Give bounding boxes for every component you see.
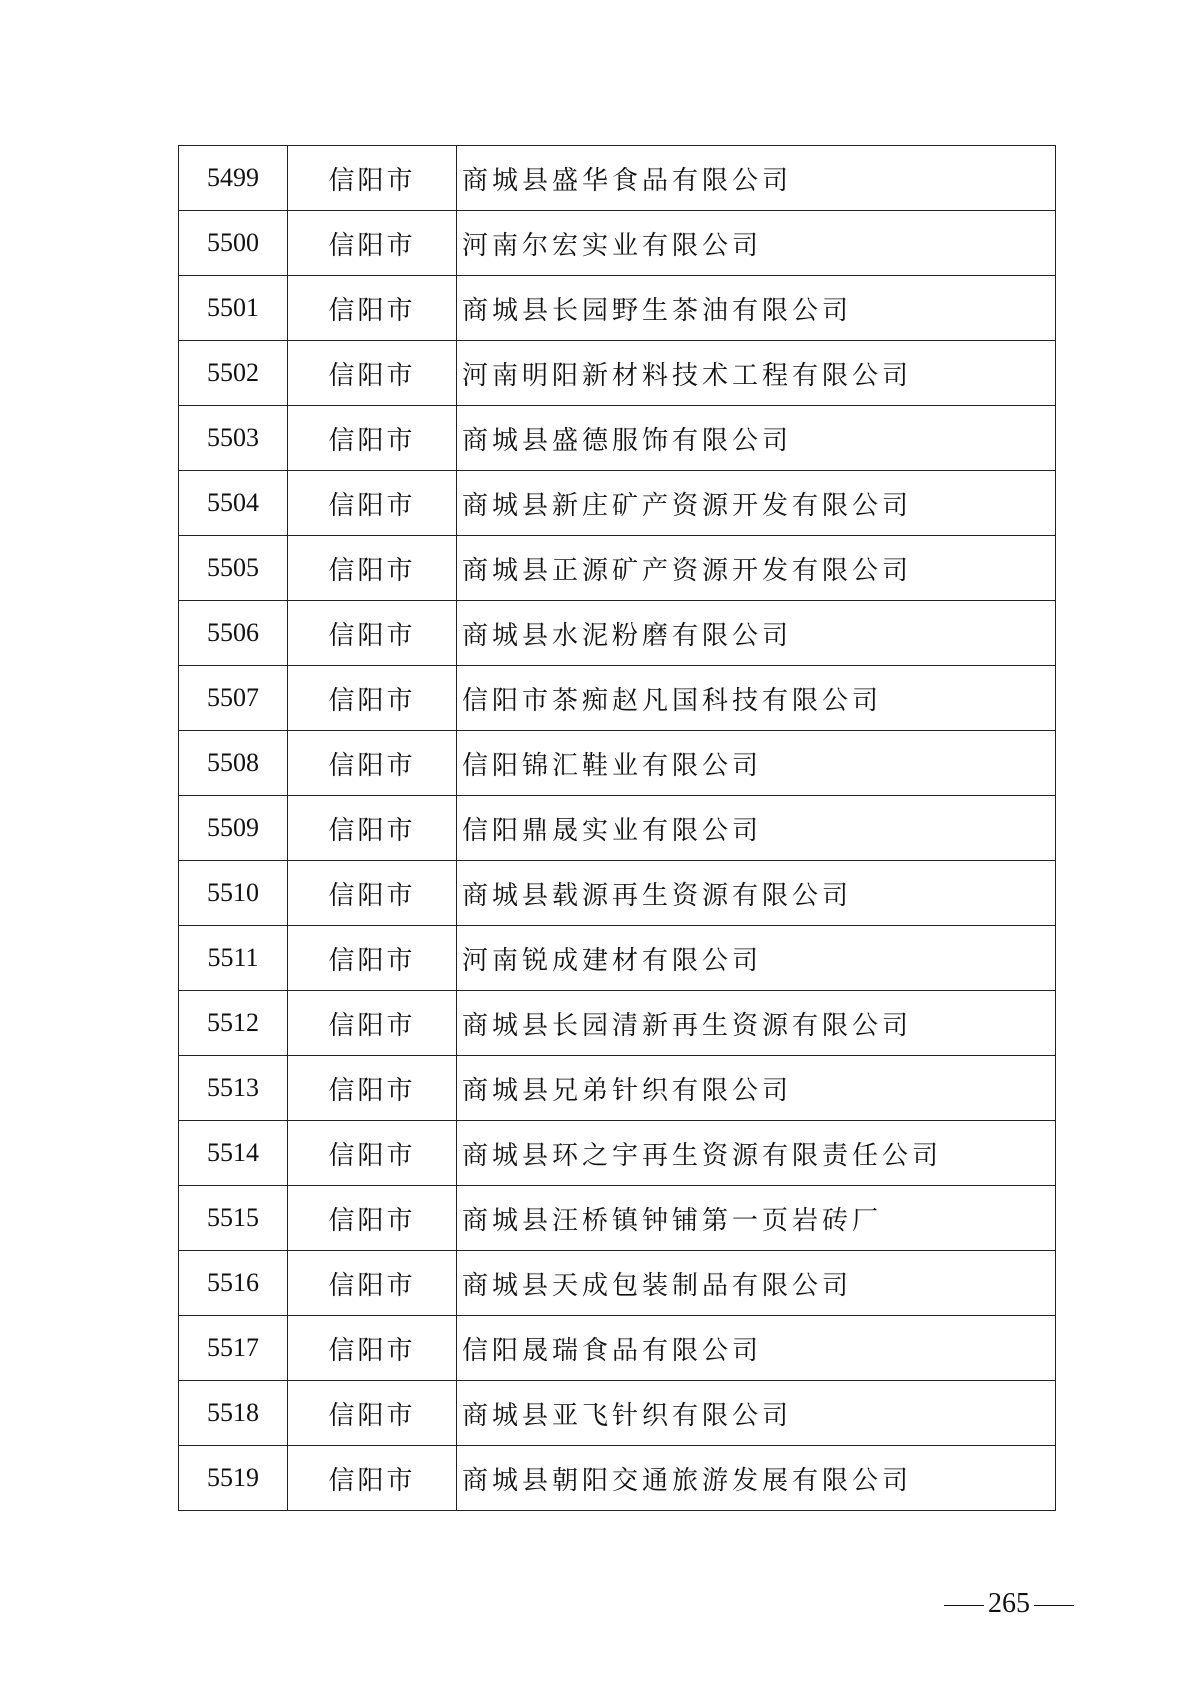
table-row [179,406,1056,471]
city-cell: 信阳市 [288,1446,457,1511]
row-number-cell: 5505 [179,536,288,601]
company-name-cell: 河南尔宏实业有限公司 [457,211,1056,276]
company-name-cell: 商城县水泥粉磨有限公司 [457,601,1056,666]
company-name-cell: 信阳鼎晟实业有限公司 [457,796,1056,861]
table-row [179,1446,1056,1511]
city-cell: 信阳市 [288,926,457,991]
page-number [940,1588,1078,1620]
city-cell: 信阳市 [288,341,457,406]
city-cell: 信阳市 [288,601,457,666]
table-row [179,861,1056,926]
company-name-cell: 商城县亚飞针织有限公司 [457,1381,1056,1446]
table-row [179,1056,1056,1121]
city-cell: 信阳市 [288,1186,457,1251]
company-name-cell: 商城县正源矿产资源开发有限公司 [457,536,1056,601]
city-cell: 信阳市 [288,1316,457,1381]
company-name-cell: 商城县载源再生资源有限公司 [457,861,1056,926]
table-row [179,731,1056,796]
row-number-cell: 5519 [179,1446,288,1511]
company-name-cell: 商城县环之宇再生资源有限责任公司 [457,1121,1056,1186]
row-number-cell: 5515 [179,1186,288,1251]
table-row [179,1316,1056,1381]
row-number-cell: 5517 [179,1316,288,1381]
table-row [179,666,1056,731]
row-number-cell: 5503 [179,406,288,471]
company-name-cell: 商城县盛华食品有限公司 [457,146,1056,211]
city-cell: 信阳市 [288,471,457,536]
row-number-cell: 5504 [179,471,288,536]
company-name-cell: 河南明阳新材料技术工程有限公司 [457,341,1056,406]
city-cell: 信阳市 [288,536,457,601]
city-cell: 信阳市 [288,796,457,861]
page-number-left-dash [944,1605,984,1606]
table-row [179,1251,1056,1316]
table-row [179,1186,1056,1251]
company-name-cell: 商城县长园野生茶油有限公司 [457,276,1056,341]
row-number-cell: 5501 [179,276,288,341]
company-name-cell: 商城县盛德服饰有限公司 [457,406,1056,471]
city-cell: 信阳市 [288,1056,457,1121]
row-number-cell: 5509 [179,796,288,861]
company-name-cell: 商城县天成包装制品有限公司 [457,1251,1056,1316]
company-name-cell: 商城县兄弟针织有限公司 [457,1056,1056,1121]
table-row [179,1381,1056,1446]
city-cell: 信阳市 [288,146,457,211]
company-name-cell: 信阳市茶痴赵凡国科技有限公司 [457,666,1056,731]
row-number-cell: 5500 [179,211,288,276]
company-name-cell: 河南锐成建材有限公司 [457,926,1056,991]
table-row [179,146,1056,211]
row-number-cell: 5511 [179,926,288,991]
table-row [179,536,1056,601]
city-cell: 信阳市 [288,666,457,731]
row-number-cell: 5514 [179,1121,288,1186]
row-number-cell: 5502 [179,341,288,406]
table-row [179,601,1056,666]
table-row [179,471,1056,536]
row-number-cell: 5507 [179,666,288,731]
table-body [179,146,1056,1511]
city-cell: 信阳市 [288,861,457,926]
row-number-cell: 5512 [179,991,288,1056]
row-number-cell: 5499 [179,146,288,211]
city-cell: 信阳市 [288,1381,457,1446]
company-list-table [178,145,1056,1511]
table-row [179,1121,1056,1186]
city-cell: 信阳市 [288,406,457,471]
city-cell: 信阳市 [288,276,457,341]
row-number-cell: 5518 [179,1381,288,1446]
company-name-cell: 信阳锦汇鞋业有限公司 [457,731,1056,796]
table-row [179,991,1056,1056]
city-cell: 信阳市 [288,991,457,1056]
row-number-cell: 5516 [179,1251,288,1316]
company-name-cell: 商城县长园清新再生资源有限公司 [457,991,1056,1056]
city-cell: 信阳市 [288,1251,457,1316]
table-row [179,341,1056,406]
page-number-right-dash [1034,1605,1074,1606]
company-name-cell: 商城县汪桥镇钟铺第一页岩砖厂 [457,1186,1056,1251]
row-number-cell: 5510 [179,861,288,926]
table-row [179,211,1056,276]
table-row [179,276,1056,341]
row-number-cell: 5513 [179,1056,288,1121]
company-name-cell: 信阳晟瑞食品有限公司 [457,1316,1056,1381]
company-name-cell: 商城县新庄矿产资源开发有限公司 [457,471,1056,536]
row-number-cell: 5508 [179,731,288,796]
city-cell: 信阳市 [288,1121,457,1186]
city-cell: 信阳市 [288,731,457,796]
company-name-cell: 商城县朝阳交通旅游发展有限公司 [457,1446,1056,1511]
table-row [179,796,1056,861]
row-number-cell: 5506 [179,601,288,666]
city-cell: 信阳市 [288,211,457,276]
page-number-value: 265 [988,1588,1030,1619]
table-row [179,926,1056,991]
